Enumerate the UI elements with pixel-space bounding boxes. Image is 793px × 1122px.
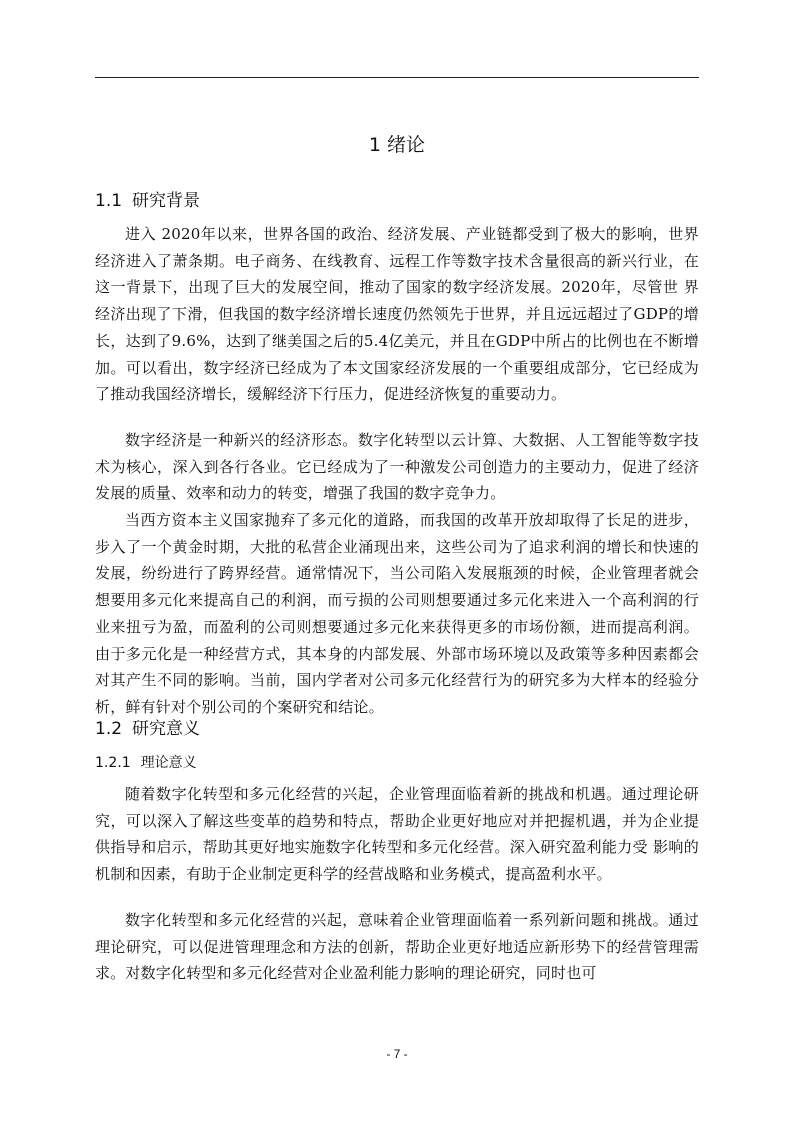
paragraph-background-3: 当西方资本主义国家抛弃了多元化的道路，而我国的改革开放却取得了长足的进步，步入了一个黄金时期，大批的私营企业涌现出来，这些公司为了追求利润的增长和快速的发展，纷纷进行了跨界经营。通常情况下，当公司陷入发展瓶颈的时候，企业管理者就会想要用多元化来提高自己的利润，而亏损的公司则想要通过多元化来进入一个高利润的行业来扭亏为盈，而盈利的公司则想要通过多元化来获得更多的市场份额，进而提高利润。由于多元化是一种经营方式，其本身的内部发展、外部市场环境以及政策等多种因素都会对其产生不同的影响。当前，国内学者对公司多元化经营行为的研究多为大样本的经验分析，鲜有针对个别公司的个案研究和结论。 — [95, 511, 699, 716]
section-heading-1-2 — [95, 716, 200, 742]
paragraph-background-1: 进入 2020年以来，世界各国的政治、经济发展、产业链都受到了极大的影响，世界经济进入了萧条期。电子商务、在线教育、远程工作等数字技术含量很高的新兴行业，在这一背景下，出现了巨大的发展空间，推动了国家的数字经济发展。2020年，尽管世 界经济出现了下滑，但我国的数字经济增长速度仍然领先于世界，并且远远超过了GDP的增长，达到了9.6%，达到了继美国之后的5.4亿美元，并且在GDP中所占的比例也在不断增加。可以看出，数字经济已经成为了本文国家经济发展的一个重要组成部分，它已经成为了推动我国经济增长，缓解经济下行压力，促进经济恢复的重要动力。 — [95, 225, 699, 404]
chapter-title: 1 绪论 — [368, 134, 426, 156]
subsection-heading-1-2-1 — [95, 751, 197, 775]
section-title: 研究背景 — [132, 191, 201, 211]
header-rule — [95, 77, 699, 78]
subsection-number: 1.2.1 — [95, 755, 131, 771]
paragraph-background-2: 数字经济是一种新兴的经济形态。数字化转型以云计算、大数据、人工智能等数字技术为核心，深入到各行各业。它已经成为了一种激发公司创造力的主要动力，促进了经济发展的质量、效率和动力的转变，增强了我国的数字竞争力。 — [95, 431, 699, 503]
section-title: 研究意义 — [132, 719, 201, 739]
paragraph-theory-1: 随着数字化转型和多元化经营的兴起，企业管理面临着新的挑战和机遇。通过理论研究，可以深入了解这些变革的趋势和特点，帮助企业更好地应对并把握机遇，并为企业提供指导和启示，帮助其更好地实施数字化转型和多元化经营。深入研究盈利能力受 影响的机制和因素，有助于企业制定更科学的经营战略和业务模式，提高盈利水平。 — [95, 785, 699, 884]
subsection-title: 理论意义 — [140, 755, 197, 771]
page-number: - 7 - — [386, 1047, 408, 1061]
section-number: 1.1 — [95, 191, 123, 211]
section-number: 1.2 — [95, 719, 123, 739]
section-heading-1-1 — [95, 188, 200, 214]
paragraph-theory-2: 数字化转型和多元化经营的兴起，意味着企业管理面临着一系列新问题和挑战。通过理论研究，可以促进管理理念和方法的创新，帮助企业更好地适应新形势下的经营管理需求。对数字化转型和多元化经营对企业盈利能力影响的理论研究，同时也可 — [95, 911, 699, 983]
